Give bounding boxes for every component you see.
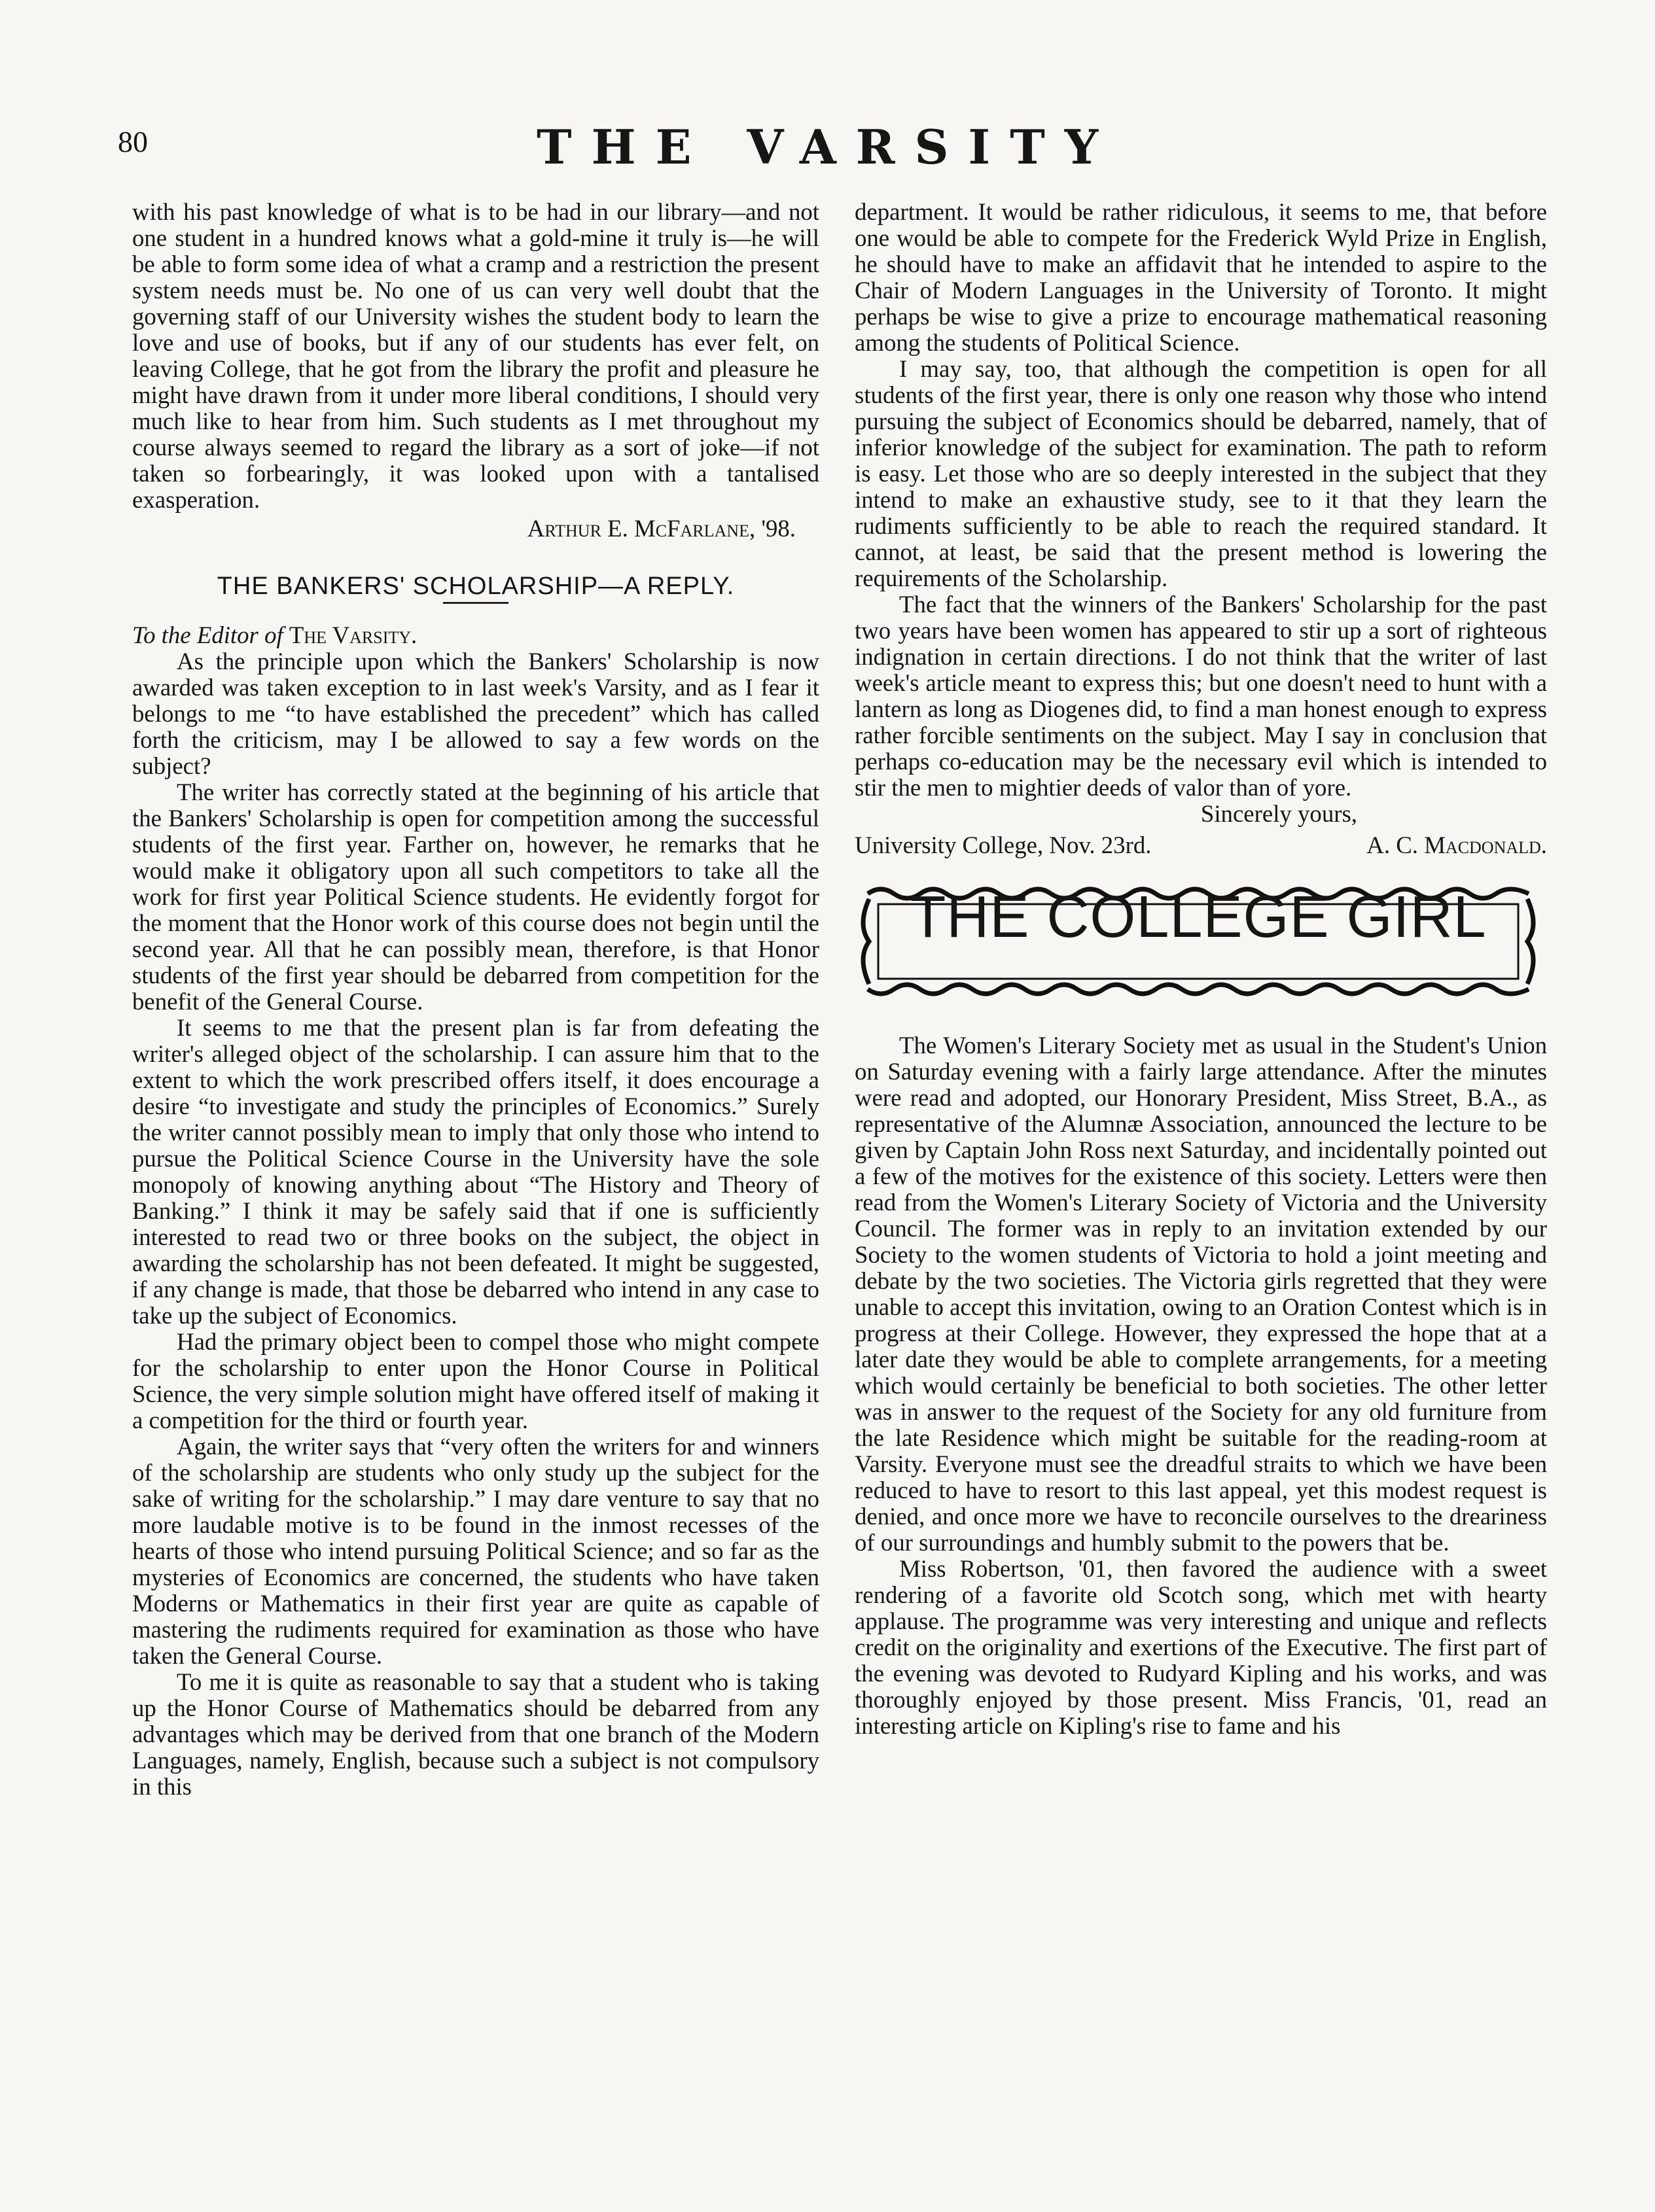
article-paragraph: The writer has correctly stated at the beginning of his article that the Bankers' Scholarship is open for competition among the successful students of the first year. Farther on, however, he remarks that he would make it obligatory upon all such competitors to take all the work for first year Political Science students. He evidently forgot for the moment that the Honor work of this course does not begin until the second year. All that he can possibly mean, therefore, is that Honor students of the first year should be debarred from competition for the benefit of the General Course.	[132, 779, 819, 1015]
salutation-name: The Varsity.	[289, 622, 418, 648]
article-paragraph: I may say, too, that although the competition is open for all students of the first year, there is only one reason why those who intend pursuing the subject of Economics should be debarred, namely, that of inferior knowledge of the subject for examination. The path to reform is easy. Let those who are so deeply interested in the subject that they intend to make an exhaustive study, see to it that they learn the rudiments sufficiently to be able to reach the required standard. It cannot, at least, be said that the present method is lowering the requirements of the Scholarship.	[855, 355, 1547, 591]
article-title: THE BANKERS' SCHOLARSHIP—A REPLY.	[217, 572, 735, 600]
salutation-prefix: To the Editor of	[132, 622, 283, 648]
society-paragraph: Miss Robertson, '01, then favored the audience with a sweet rendering of a favorite old Scotch song, which met with hearty applause. The programme was very interesting and unique and reflects credit on the originality and exertions of the Executive. The first part of the evening was devoted to Rudyard Kipling and his works, and was thoroughly enjoyed by those present. Miss Francis, '01, read an interesting article on Kipling's rise to fame and his	[855, 1555, 1547, 1739]
signature-name: A. C. Macdonald.	[1366, 832, 1547, 858]
article-paragraph: As the principle upon which the Bankers' Scholarship is now awarded was taken exception to in last week's Varsity, and as I fear it belongs to me “to have established the precedent” which has called forth the criticism, may I be allowed to say a few words on the subject?	[132, 648, 819, 779]
article-paragraph: To me it is quite as reasonable to say that a student who is taking up the Honor Course of Mathematics should be debarred from any advantages which may be derived from that one branch of the Modern Languages, namely, English, because such a subject is not compulsory in this	[132, 1668, 819, 1800]
right-column	[855, 199, 1547, 1739]
masthead-title: THE VARSITY	[537, 119, 1118, 175]
page-number: 80	[118, 125, 148, 158]
article-paragraph: Again, the writer says that “very often the writers for and winners of the scholarship are students who only study up the subject for the sake of writing for the scholarship.” I may dare venture to say that no more laudable motive is to be found in the inmost recesses of the hearts of those who intend pursuing Political Science; and so far as the mysteries of Economics are concerned, the students who have taken Moderns or Mathematics in their first year are quite as capable of mastering the rudiments required for examination as those who have taken the General Course.	[132, 1433, 819, 1669]
intro-paragraph: with his past knowledge of what is to be had in our library—and not one student in a hundred knows what a gold-mine it truly is—he will be able to form some idea of what a cramp and a restriction the present system needs must be. No one of us can very well doubt that the governing staff of our University wishes the student body to learn the love and use of books, but if any of our students has ever felt, on leaving College, that he got from the library the profit and pleasure he might have drawn from it under more liberal conditions, I should very much like to hear from him. Such students as I met throughout my course always seemed to regard the library as a sort of joke—if not taken so forbearingly, it was looked upon with a tantalised exasperation.	[132, 198, 819, 513]
salutation	[132, 622, 819, 648]
article-paragraph: Had the primary object been to compel those who might compete for the scholarship to enter upon the Honor Course in Political Science, the very simple solution might have offered itself of making it a competition for the third or fourth year.	[132, 1328, 819, 1433]
section-banner	[855, 873, 1542, 1010]
title-rule	[443, 602, 508, 604]
intro-signature: Arthur E. McFarlane, '98.	[527, 515, 796, 542]
article-paragraph: department. It would be rather ridiculous, it seems to me, that before one would be able to compete for the Frederick Wyld Prize in English, he should have to make an affidavit that he intended to aspire to the Chair of Modern Languages in the University of Toronto. It might perhaps be wise to give a prize to encourage mathematical reasoning among the students of Political Science.	[855, 198, 1547, 356]
page-header	[118, 119, 1158, 178]
banner-title: THE COLLEGE GIRL	[910, 885, 1487, 950]
society-paragraph: The Women's Literary Society met as usual in the Student's Union on Saturday evening with a fairly large attendance. After the minutes were read and adopted, our Honorary President, Miss Street, B.A., as representative of the Alumnæ Association, announced the lecture to be given by Captain John Ross next Saturday, and incidentally pointed out a few of the motives for the existence of this society. Letters were then read from the Women's Literary Society of Victoria and the University Council. The former was in reply to an invitation extended by our Society to the women students of Victoria to hold a joint meeting and debate by the two societies. The Victoria girls regretted that they were unable to accept this invitation, owing to an Oration Contest which is in progress at their College. However, they expressed the hope that at a later date they would be able to complete arrangements, for a meeting which would certainly be beneficial to both societies. The other letter was in answer to the request of the Society for any old furniture from the late Residence which might be suitable for the reading-room at Varsity. Everyone must see the dreadful straits to which we have been reduced to have to resort to this last appeal, yet this modest request is denied, and once more we have to reconcile ourselves to the dreariness of our surroundings and humbly submit to the powers that be.	[855, 1032, 1547, 1556]
letter-closing: Sincerely yours,	[1200, 800, 1357, 827]
article-paragraph: The fact that the winners of the Bankers' Scholarship for the past two years have been women has appeared to stir up a sort of righteous indignation in certain directions. I do not think that the writer of last week's article meant to express this; but one doesn't need to hunt with a lantern as long as Diogenes did, to find a man honest enough to express rather forcible sentiments on the subject. May I say in conclusion that perhaps co-education may be the necessary evil which is intended to stir the men to mightier deeds of valor than of yore.	[855, 591, 1547, 801]
article-paragraph: It seems to me that the present plan is far from defeating the writer's alleged object of the scholarship. I can assure him that to the extent to which the work prescribed offers itself, it does encourage a desire “to investigate and study the principles of Economics.” Surely the writer cannot possibly mean to imply that only those who intend to pursue the Political Science Course in the University have the sole monopoly of knowing anything about “The History and Theory of Banking.” I think it may be safely said that if one is sufficiently interested to read two or three books on the subject, the object in awarding the scholarship has not been defeated. It might be suggested, if any change is made, that those be debarred who intend in any case to take up the subject of Economics.	[132, 1014, 819, 1329]
left-column	[132, 199, 819, 1800]
signature-place-date: University College, Nov. 23rd.	[855, 832, 1152, 858]
letter-signature-row	[855, 832, 1547, 858]
